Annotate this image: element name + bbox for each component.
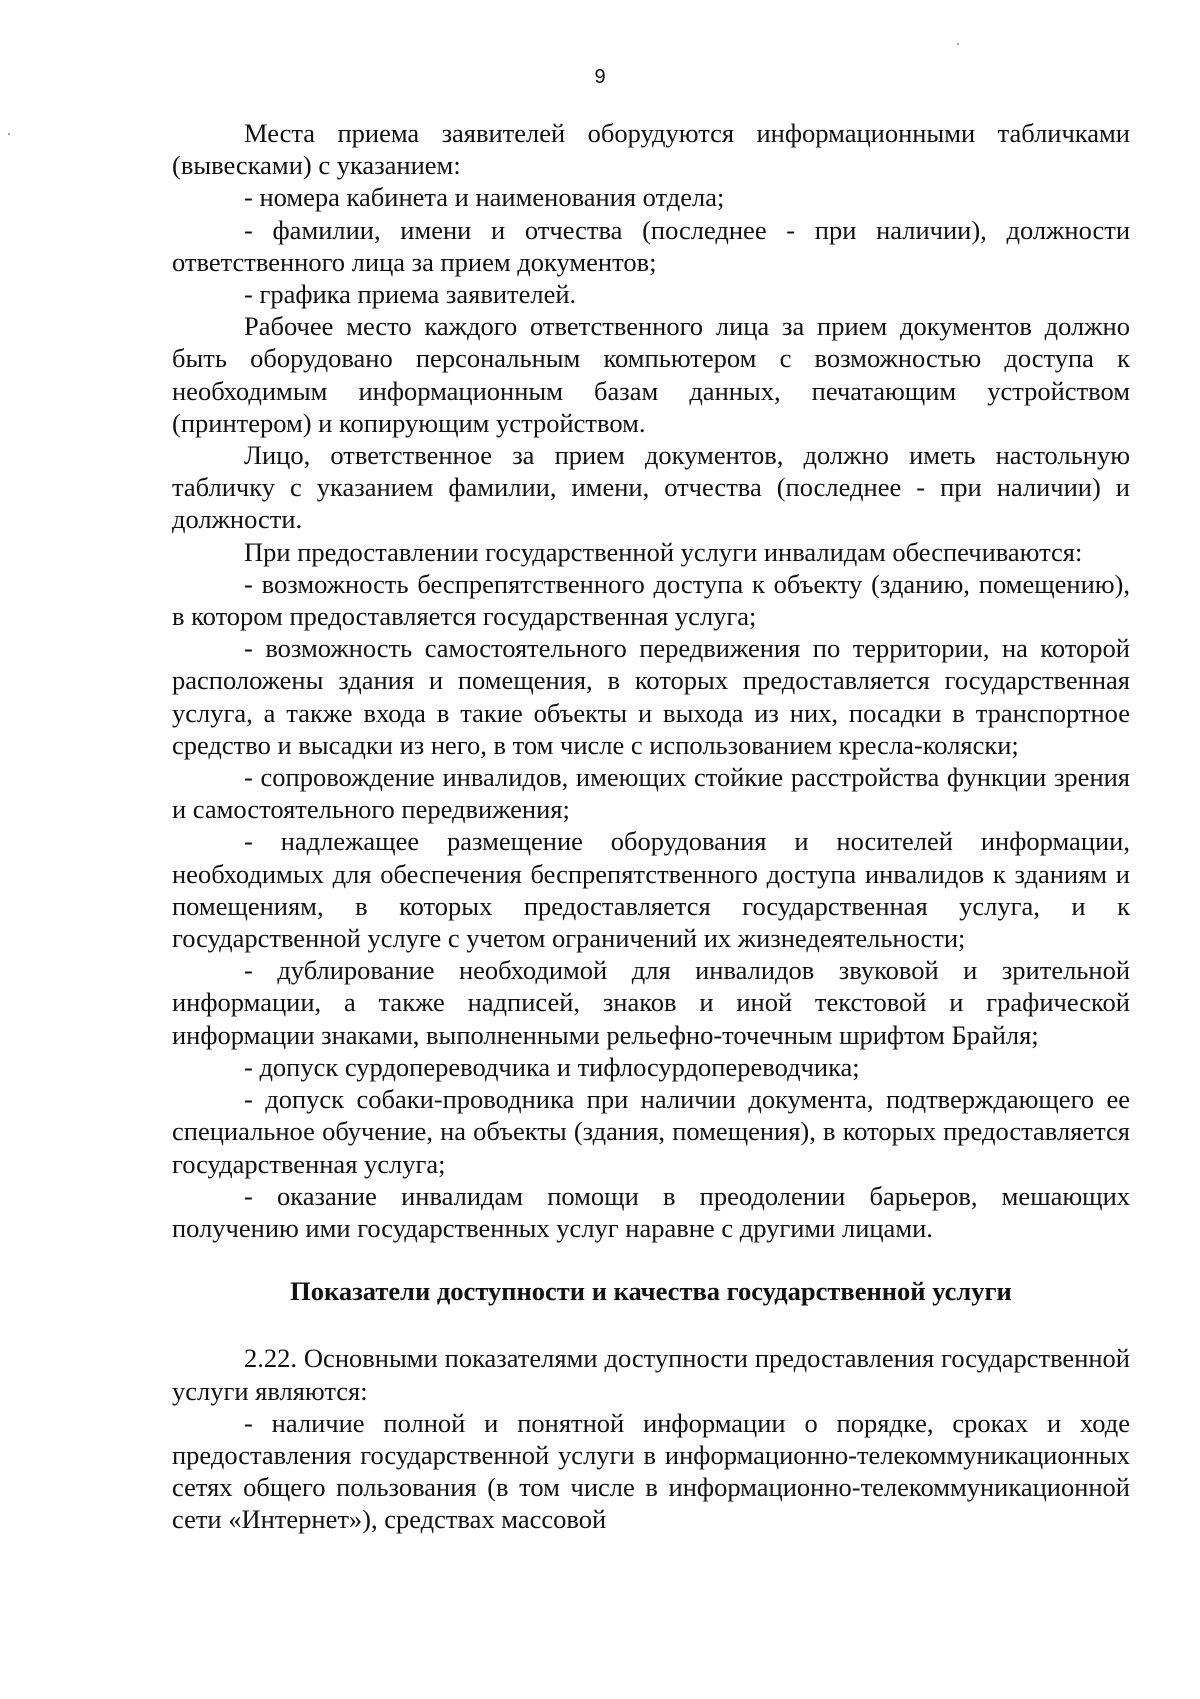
list-item: - допуск собаки-проводника при наличии документа, подтверждающего ее специальное обучение, на объекты (здания, помещения), в которых предоставляется государственная услуга; bbox=[172, 1084, 1130, 1179]
document-body bbox=[172, 117, 1130, 1536]
page-number: 9 bbox=[594, 66, 606, 88]
scan-speck bbox=[957, 43, 959, 45]
list-item: - допуск сурдопереводчика и тифлосурдопереводчика; bbox=[244, 1051, 860, 1082]
paragraph: 2.22. Основными показателями доступности предоставления государственной услуги являются: bbox=[172, 1343, 1130, 1406]
list-item: - номера кабинета и наименования отдела; bbox=[244, 182, 725, 213]
list-item: - возможность беспрепятственного доступа к объекту (зданию, помещению), в котором предоставляется государственная услуга; bbox=[172, 568, 1130, 632]
list-item: - надлежащее размещение оборудования и носителей информации, необходимых для обеспечения беспрепятственного доступа инвалидов к зданиям и помещениям, в которых предоставляется государственная услуга, и к государственной услуге с учетом ограничений их жизнедеятельности; bbox=[172, 826, 1130, 954]
list-item: - возможность самостоятельного передвижения по территории, на которой расположены здания и помещения, в которых предоставляется государственная услуга, а также входа в такие объекты и выхода из них, посадки в транспортное средство и высадки из него, в том числе с использованием кресла-коляски; bbox=[172, 633, 1130, 760]
list-item: - дублирование необходимой для инвалидов звуковой и зрительной информации, а также надписей, знаков и иной текстовой и графической информации знаками, выполненными рельефно-точечным шрифтом Брайля; bbox=[172, 955, 1130, 1050]
list-item: - наличие полной и понятной информации о порядке, сроках и ходе предоставления государственной услуги в информационно-телекоммуникационных сетях общего пользования (в том числе в информационно-телекоммуникационной сети «Интернет»), средствах массовой bbox=[172, 1407, 1130, 1535]
list-item: - сопровождение инвалидов, имеющих стойкие расстройства функции зрения и самостоятельного передвижения; bbox=[172, 762, 1130, 825]
section-heading: Показатели доступности и качества государственной услуги bbox=[290, 1276, 1012, 1307]
list-item: - фамилии, имени и отчества (последнее - при наличии), должности ответственного лица за прием документов; bbox=[172, 214, 1130, 277]
scan-speck bbox=[8, 133, 10, 135]
list-item: - графика приема заявителей. bbox=[244, 279, 577, 310]
list-item: - оказание инвалидам помощи в преодолении барьеров, мешающих получению ими государственных услуг наравне с другими лицами. bbox=[172, 1180, 1130, 1243]
paragraph: Места приема заявителей оборудуются информационными табличками (вывесками) с указанием: bbox=[172, 118, 1130, 181]
paragraph: Лицо, ответственное за прием документов, должно иметь настольную табличку с указанием фамилии, имени, отчества (последнее - при наличии) и должности. bbox=[172, 440, 1130, 535]
paragraph: Рабочее место каждого ответственного лица за прием документов должно быть оборудовано персональным компьютером с возможностью доступа к необходимым информационным базам данных, печатающим устройством (принтером) и копирующим устройством. bbox=[172, 311, 1130, 438]
paragraph: При предоставлении государственной услуги инвалидам обеспечиваются: bbox=[244, 536, 1083, 567]
